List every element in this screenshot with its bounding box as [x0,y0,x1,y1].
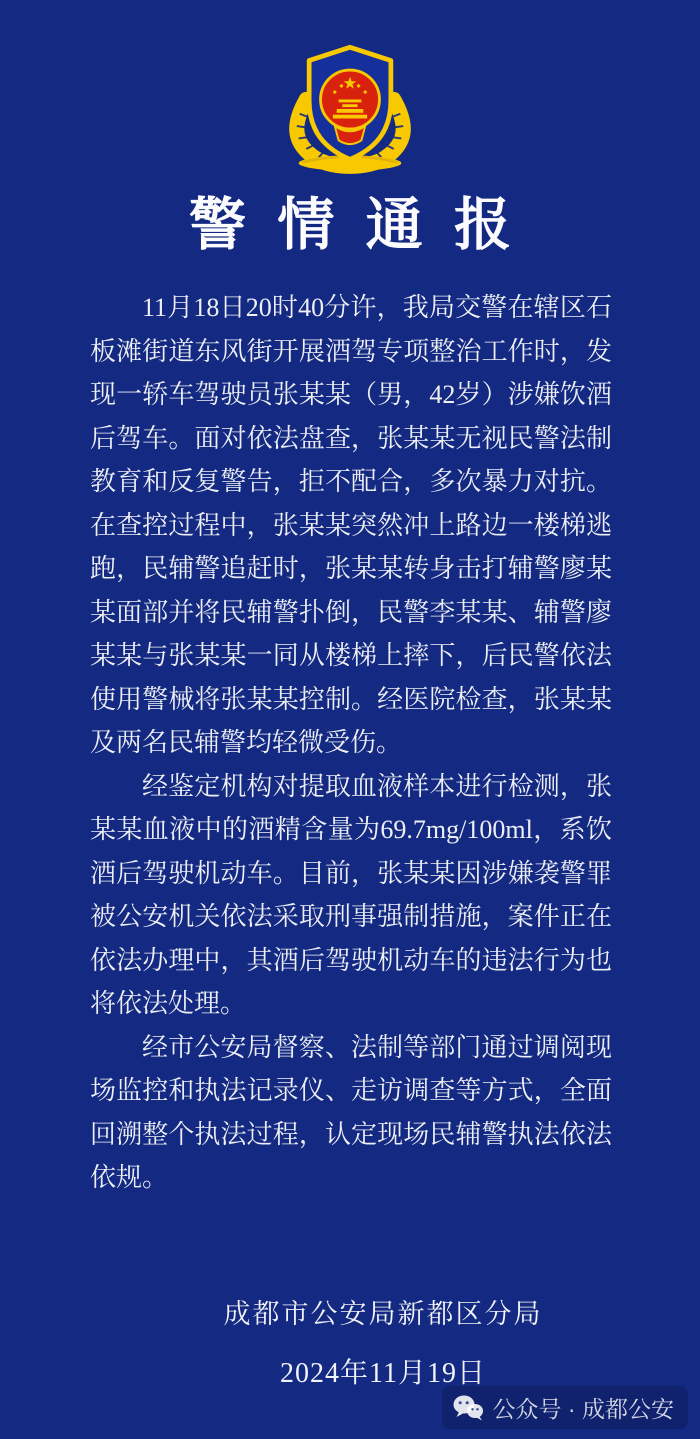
notice-paragraph-3: 经市公安局督察、法制等部门通过调阅现场监控和执法记录仪、走访调查等方式，全面回溯整个执法过程，认定现场民辅警执法依法依规。 [90,1032,612,1193]
police-badge-icon [274,42,426,176]
wechat-watermark [442,1386,688,1429]
issuing-authority: 成都市公安局新都区分局 [223,1298,543,1329]
notice-title: 警情通报 [188,194,543,257]
notice-paragraph-2: 经鉴定机构对提取血液样本进行检测，张某某血液中的酒精含量为69.7mg/100ml，系饮酒后驾驶机动车。目前，张某某因涉嫌袭警罪被公安机关依法采取刑事强制措施，案件正在依法办理中，其酒后驾驶机动车的违法行为也将依法处理。 [90,771,612,1019]
wechat-icon [452,1394,484,1421]
notice-paragraph-1: 11月18日20时40分许，我局交警在辖区石板滩街道东风街开展酒驾专项整治工作时，发现一轿车驾驶员张某某（男，42岁）涉嫌饮酒后驾车。面对依法盘查，张某某无视民警法制教育和反复警告，拒不配合，多次暴力对抗。在查控过程中，张某某突然冲上路边一楼梯逃跑，民辅警追赶时，张某某转身击打辅警廖某某面部并将民辅警扑倒，民警李某某、辅警廖某某与张某某一同从楼梯上摔下，后民警依法使用警械将张某某控制。经医院检查，张某某及两名民辅警均轻微受伤。 [90,293,612,758]
notice-body [90,286,612,1200]
watermark-label: 公众号 · 成都公安 [492,1396,674,1422]
notice-date: 2024年11月19日 [280,1357,486,1389]
signature-block [33,1292,700,1391]
